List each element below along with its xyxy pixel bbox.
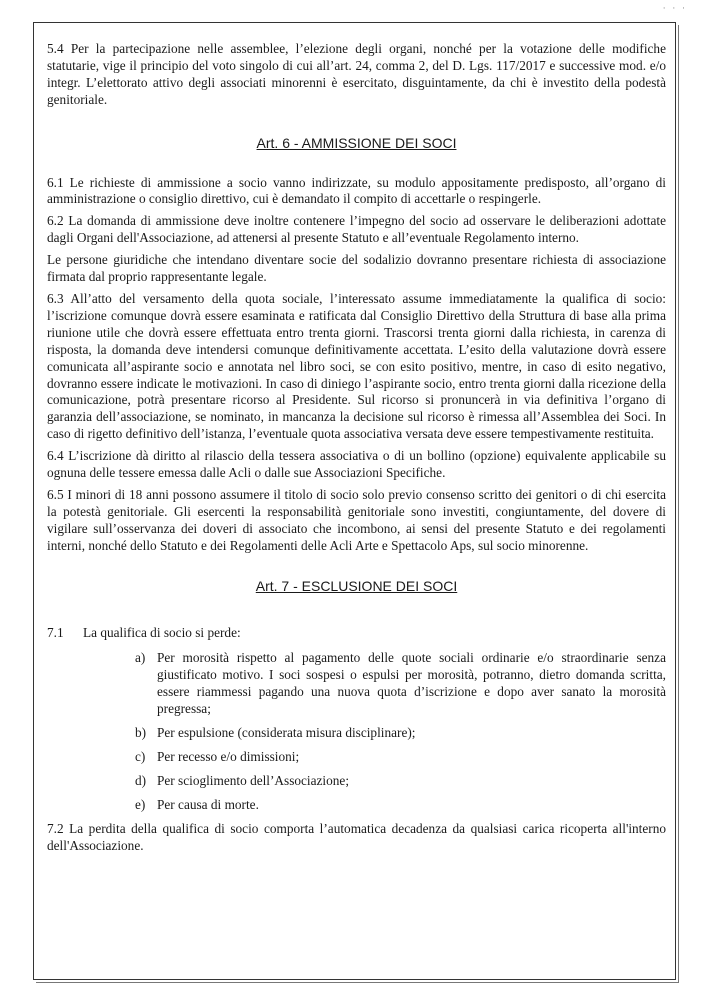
item-7-1-number: 7.1 — [47, 625, 64, 641]
paragraph-6-3: 6.3 All’atto del versamento della quota sociale, l’interessato assume immediatamente la qualifica di socio: l’iscrizione comunque dovrà essere esaminata e ratificata dal Consiglio Direttivo della Struttura di base alla prima riunione utile che dovrà essere effettuata entro trenta giorni. Trascorsi trenta giorni dalla richiesta, in carenza di risposta, la domanda deve intendersi comunque definitivamente accettata. L’esito della valutazione dovrà essere comunicata all’aspirante socio e annotata nel libro soci, se con esito positivo, mentre, in caso di esito negativo, dovranno essere indicate le motivazioni. In caso di diniego l’aspirante socio, entro trenta giorni dalla ricezione della comunicazione, potrà presentare ricorso al Presidente. Sul ricorso si pronuncerà in via definitiva l’organo di garanzia dell’associazione, se nominato, in mancanza la decisione sul ricorso è rimessa all’Assemblea dei Soci. In caso di rigetto definitivo dell’istanza, l’eventuale quota associativa versata deve essere tempestivamente restituita. — [47, 290, 666, 442]
paragraph-5-4: 5.4 Per la partecipazione nelle assemblee, l’elezione degli organi, nonché per la votazione delle modifiche statutarie, vige il principio del voto singolo di cui all’art. 24, comma 2, del D. Lgs. 117/2017 e successive mod. e/o integr. L’elettorato attivo degli associati minorenni è esercitato, disguintamente, da chi è investito della podestà genitoriale. — [47, 41, 666, 107]
list-marker: b) — [135, 725, 147, 740]
list-marker: c) — [135, 748, 146, 764]
exclusion-reasons-list — [47, 650, 666, 813]
document-body — [47, 41, 666, 859]
paragraph-6-5: 6.5 I minori di 18 anni possono assumere il titolo di socio solo previo consenso scritto dei genitori o di chi esercita la potestà genitoriale. Gli esercenti la responsabilità genitoriale sono investiti, congiuntamente, del dovere di vigilare sull’osservanza dei doveri di associato che incombono, ai sensi del presente Statuto e dei regolamenti interni, nonché dello Statuto e dei Regolamenti delle Acli Arte e Spettacolo Aps, sul socio minorenne. — [47, 486, 666, 553]
list-item — [135, 773, 666, 790]
article-6-heading: Art. 6 - AMMISSIONE DEI SOCI — [256, 134, 457, 151]
scan-corner-mark: · · · — [662, 4, 687, 14]
paragraph-7-2: 7.2 La perdita della qualifica di socio comporta l’automatica decadenza da qualsiasi carica ricoperta all'interno dell'Associazione. — [47, 820, 666, 853]
list-item-text: Per morosità rispetto al pagamento delle quote sociali ordinarie e/o straordinarie senza giustificato motivo. I soci sospesi o espulsi per morosità, potranno, dietro domanda scritta, essere riammessi pagando una nuova quota d’iscrizione e dopo aver sanato la morosità pregressa; — [157, 650, 666, 717]
list-item — [135, 725, 666, 742]
item-7-1-text: La qualifica di socio si perde: — [83, 625, 241, 641]
list-marker: a) — [135, 650, 146, 666]
list-item — [135, 797, 666, 814]
list-item-text: Per scioglimento dell’Associazione; — [157, 772, 350, 788]
list-item — [135, 749, 666, 766]
list-item-text: Per recesso e/o dimissioni; — [157, 748, 300, 764]
paragraph-6-2: 6.2 La domanda di ammissione deve inoltre contenere l’impegno del socio ad osservare le deliberazioni adottate dagli Organi dell'Associazione, ad attenersi al presente Statuto e all’eventuale Regolamento interno. — [47, 213, 666, 246]
article-7-heading: Art. 7 - ESCLUSIONE DEI SOCI — [255, 577, 458, 594]
list-item-text: Per espulsione (considerata misura disciplinare); — [157, 725, 416, 740]
list-marker: d) — [135, 772, 147, 788]
item-7-1 — [47, 625, 666, 642]
paragraph-6-1: 6.1 Le richieste di ammissione a socio vanno indirizzate, su modulo appositamente predisposto, all’organo di amministrazione o consiglio direttivo, cui è demandato il compito di accettarle o respingerle. — [47, 174, 666, 207]
list-item-text: Per causa di morte. — [157, 796, 259, 812]
paragraph-6-4: 6.4 L’iscrizione dà diritto al rilascio della tessera associativa o di un bollino (opzione) equivalente applicabile su ognuna delle tessere emessa dalle Acli o dalle sue Associazioni Specifiche. — [47, 448, 666, 481]
list-item — [135, 650, 666, 718]
paragraph-legal-persons: Le persone giuridiche che intendano diventare socie del sodalizio dovranno presentare richiesta di associazione firmata dal proprio rappresentante legale. — [47, 252, 666, 285]
list-marker: e) — [135, 796, 146, 812]
